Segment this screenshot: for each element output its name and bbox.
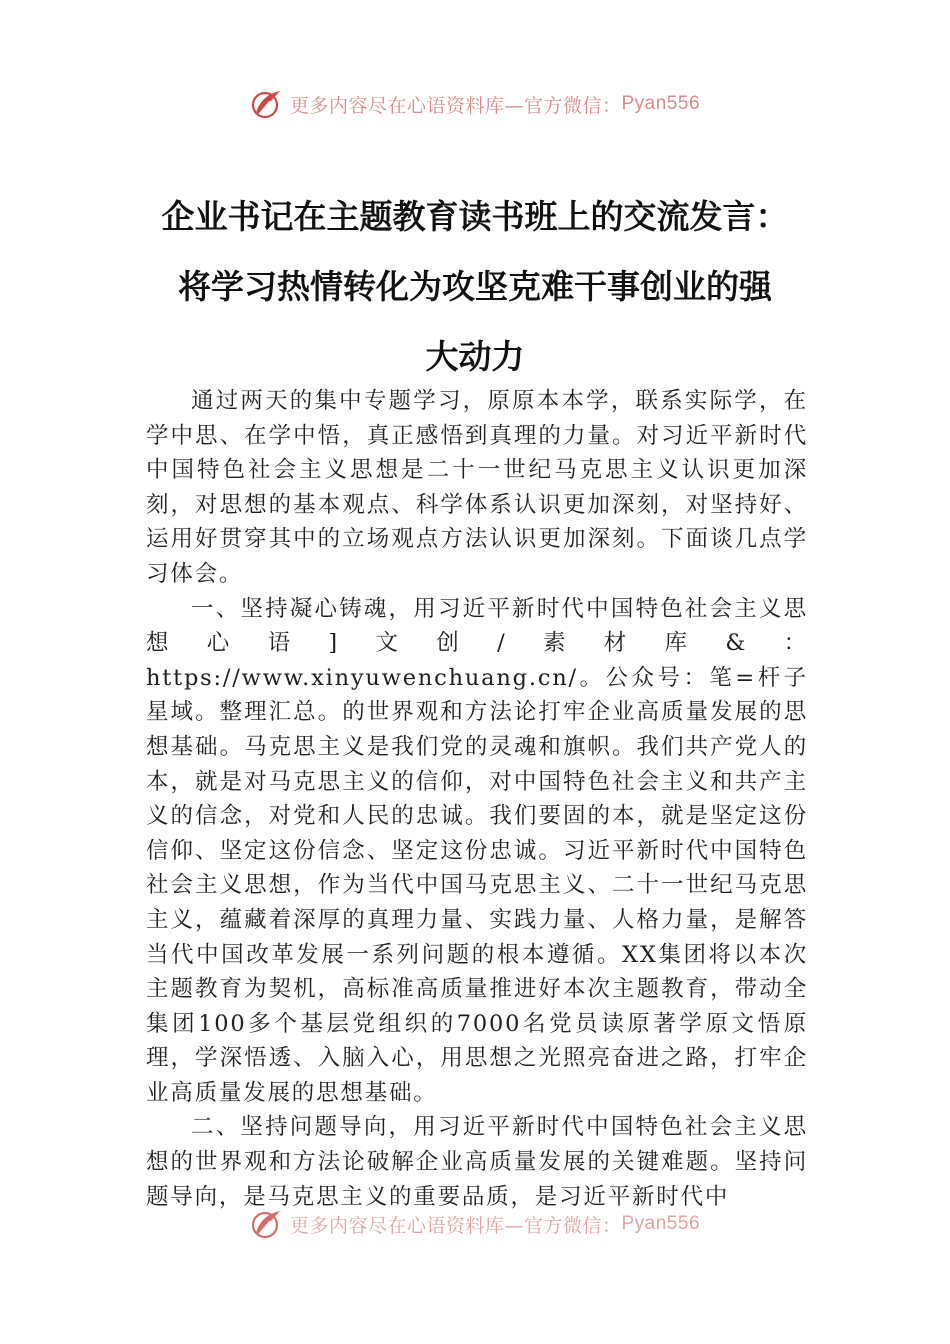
watermark-wechat-id: Pyan556 [621,93,701,114]
footer-watermark [0,1204,950,1244]
title-line-3: 大动力 [425,337,525,376]
paragraph-section-2: 二、坚持问题导向，用习近平新时代中国特色社会主义思想的世界观和方法论破解企业高质量发展的关键难题。坚持问题导向，是马克思主义的重要品质，是习近平新时代中 [146,1114,808,1210]
watermark-text: 更多内容尽在心语资料库—官方微信： [289,94,622,117]
header-watermark [0,84,950,124]
document-title [0,182,950,392]
paragraph-section-1: 一、坚持凝心铸魂，用习近平新时代中国特色社会主义思想心语]文创/素材库&：https://www.xinyuwenchuang.cn/。公众号：笔=杆子星域。整理汇总。的世界观和方法论打牢企业高质量发展的思想基础。马克思主义是我们党的灵魂和旗帜。我们共产党人的本，就是对马克思主义的信仰，对中国特色社会主义和共产主义的信念，对党和人民的忠诚。我们要固的本，就是坚定这份信仰、坚定这份信念、坚定这份忠诚。习近平新时代中国特色社会主义思想，作为当代中国马克思主义、二十一世纪马克思主义，蕴藏着深厚的真理力量、实践力量、人格力量，是解答当代中国改革发展一系列问题的根本遵循。XX集团将以本次主题教育为契机，高标准高质量推进好本次主题教育，带动全集团100多个基层党组织的7000名党员读原著学原文悟原理，学深悟透、入脑入心，用思想之光照亮奋进之路，打牢企业高质量发展的思想基础。 [146,595,808,1106]
title-line-2: 将学习热情转化为攻坚克难干事创业的强 [178,267,772,306]
document-body [146,384,808,1214]
pen-logo-icon [250,87,284,121]
title-line-1: 企业书记在主题教育读书班上的交流发言： [161,197,789,236]
paragraph-intro: 通过两天的集中专题学习，原原本本学，联系实际学，在学中思、在学中悟，真正感悟到真理的力量。对习近平新时代中国特色社会主义思想是二十一世纪马克思主义认识更加深刻，对思想的基本观点、科学体系认识更加深刻，对坚持好、运用好贯穿其中的立场观点方法认识更加深刻。下面谈几点学习体会。 [146,388,808,587]
watermark-wechat-id: Pyan556 [621,1213,701,1234]
pen-logo-icon [250,1207,284,1241]
watermark-text: 更多内容尽在心语资料库—官方微信： [289,1214,622,1237]
